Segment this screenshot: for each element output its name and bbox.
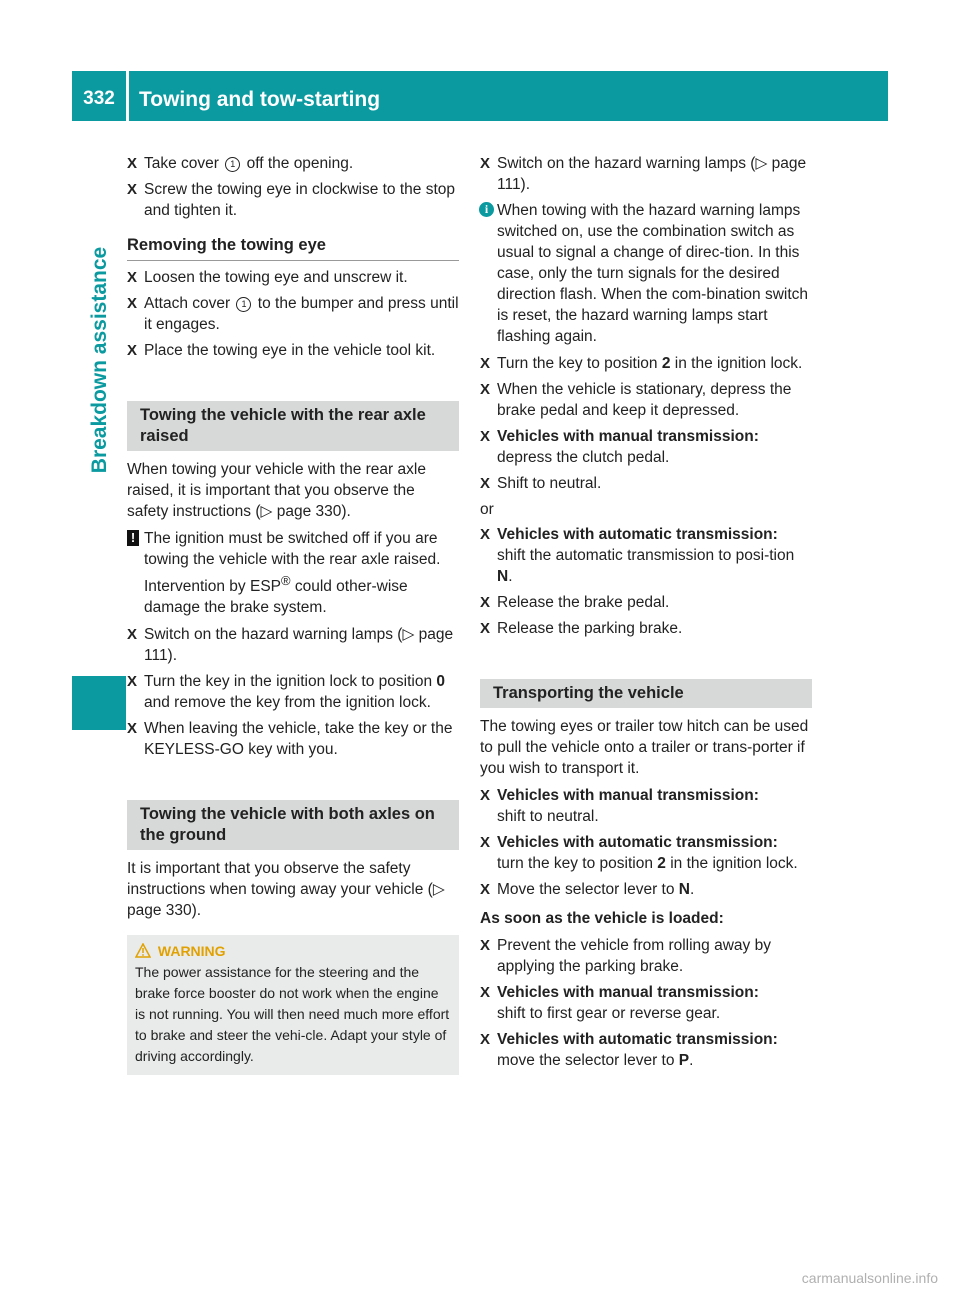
exclamation-icon: ! [127,530,139,546]
bullet-arrow-icon: X [480,881,491,898]
warning-label: WARNING [157,943,226,960]
bullet-arrow-icon: X [127,295,138,312]
bullet-arrow-icon: X [127,673,138,691]
bullet-arrow-icon: X [480,984,491,1001]
subheading: Removing the towing eye [127,235,459,261]
list-item: X Vehicles with manual transmission: shift to first gear or reverse gear. [480,984,759,1022]
callout-number-icon: 1 [225,157,240,172]
list-item: X When leaving the vehicle, take the key or the KEYLESS-GO key with you. [127,720,453,759]
bullet-arrow-icon: X [480,594,491,611]
paragraph: The towing eyes or trailer tow hitch can be used to pull the vehicle onto a trailer or trans-porter if you wish to transport it. [480,718,809,777]
list-item: X Shift to neutral. [480,475,602,492]
info-note: i When towing with the hazard warning lamps switched on, use the combination switch as usual to signal a change of direc-tion. In this case, only the turn signals for the desired direction flash. When the com-bination switch is reset, the hazard warning lamps start flashing again. [480,200,812,347]
info-icon: i [479,202,494,217]
caution-note: ! The ignition must be switched off if you are towing the vehicle with the rear axle raised. Intervention by ESP® could other-wise damage the brake system. [127,528,459,618]
bullet-arrow-icon: X [127,626,138,644]
list-item: X Vehicles with automatic transmission: move the selector lever to P. [480,1031,778,1069]
bullet-arrow-icon: X [480,1031,491,1048]
list-item: X Vehicles with manual transmission: shift to neutral. [480,787,759,825]
list-item: X Release the brake pedal. [480,594,670,611]
bullet-arrow-icon: X [480,355,491,372]
list-item: X Prevent the vehicle from rolling away by applying the parking brake. [480,937,771,975]
header-divider [126,71,129,121]
bullet-arrow-icon: X [480,155,491,172]
bullet-arrow-icon: X [127,342,138,359]
bullet-arrow-icon: X [480,526,491,543]
callout-number-icon: 1 [236,297,251,312]
list-item: X Vehicles with automatic transmission: turn the key to position 2 in the ignition lock. [480,834,798,872]
watermark: carmanualsonline.info [801,1270,938,1286]
bullet-arrow-icon: X [480,475,491,492]
bullet-arrow-icon: X [127,155,138,172]
list-item: X Vehicles with automatic transmission: shift the automatic transmission to posi-tion N. [480,526,795,585]
section-heading: Transporting the vehicle [480,679,812,708]
bullet-arrow-icon: X [480,620,491,637]
list-item: X When the vehicle is stationary, depress the brake pedal and keep it depressed. [480,381,792,419]
list-item: X Switch on the hazard warning lamps (▷ page 111). [480,155,807,193]
bullet-arrow-icon: X [480,937,491,954]
paragraph: When towing your vehicle with the rear axle raised, it is important that you observe the safety instructions (▷ page 330). [127,461,426,520]
warning-text: The power assistance for the steering and the brake force booster do not work when the engine is not running. You will then need much more effort to brake and steer the vehi-cle. Adapt your style of driving accordingly. [135,964,450,1065]
side-section-label: Breakdown assistance [88,246,111,474]
list-item: X Release the parking brake. [480,620,683,637]
list-item: X Turn the key in the ignition lock to position 0 and remove the key from the ignition lock. [127,673,445,712]
list-item: X Turn the key to position 2 in the ignition lock. [480,355,803,372]
list-item: X Vehicles with manual transmission: depress the clutch pedal. [480,428,759,466]
left-column [127,153,459,1075]
list-item: X Screw the towing eye in clockwise to the stop and tighten it. [127,181,456,219]
list-item: X Loosen the towing eye and unscrew it. [127,269,408,286]
list-item: X Switch on the hazard warning lamps (▷ page 111). [127,626,454,665]
side-tab-marker [72,676,126,730]
bullet-arrow-icon: X [127,720,138,738]
section-heading: Towing the vehicle with the rear axle raised [127,401,459,451]
bullet-arrow-icon: X [480,787,491,804]
section-heading: Towing the vehicle with both axles on the ground [127,800,459,850]
warning-triangle-icon [135,943,151,958]
list-item: X Take cover 1 off the opening. [127,155,354,172]
subheading: As soon as the vehicle is loaded: [480,910,724,927]
list-item: X Move the selector lever to N. [480,881,695,898]
list-item: X Place the towing eye in the vehicle tool kit. [127,342,436,359]
right-column [480,153,812,1076]
warning-header [135,941,451,962]
list-item: X Attach cover 1 to the bumper and press until it engages. [127,295,459,333]
paragraph: It is important that you observe the safety instructions when towing away your vehicle (▷ page 330). [127,860,445,920]
page-number: 332 [83,88,115,109]
bullet-arrow-icon: X [480,428,491,445]
bullet-arrow-icon: X [480,381,491,398]
bullet-arrow-icon: X [127,269,138,286]
page-title: Towing and tow-starting [139,88,381,111]
bullet-arrow-icon: X [127,181,138,198]
bullet-arrow-icon: X [480,834,491,851]
or-separator: or [480,501,494,518]
warning-box [127,935,459,1075]
